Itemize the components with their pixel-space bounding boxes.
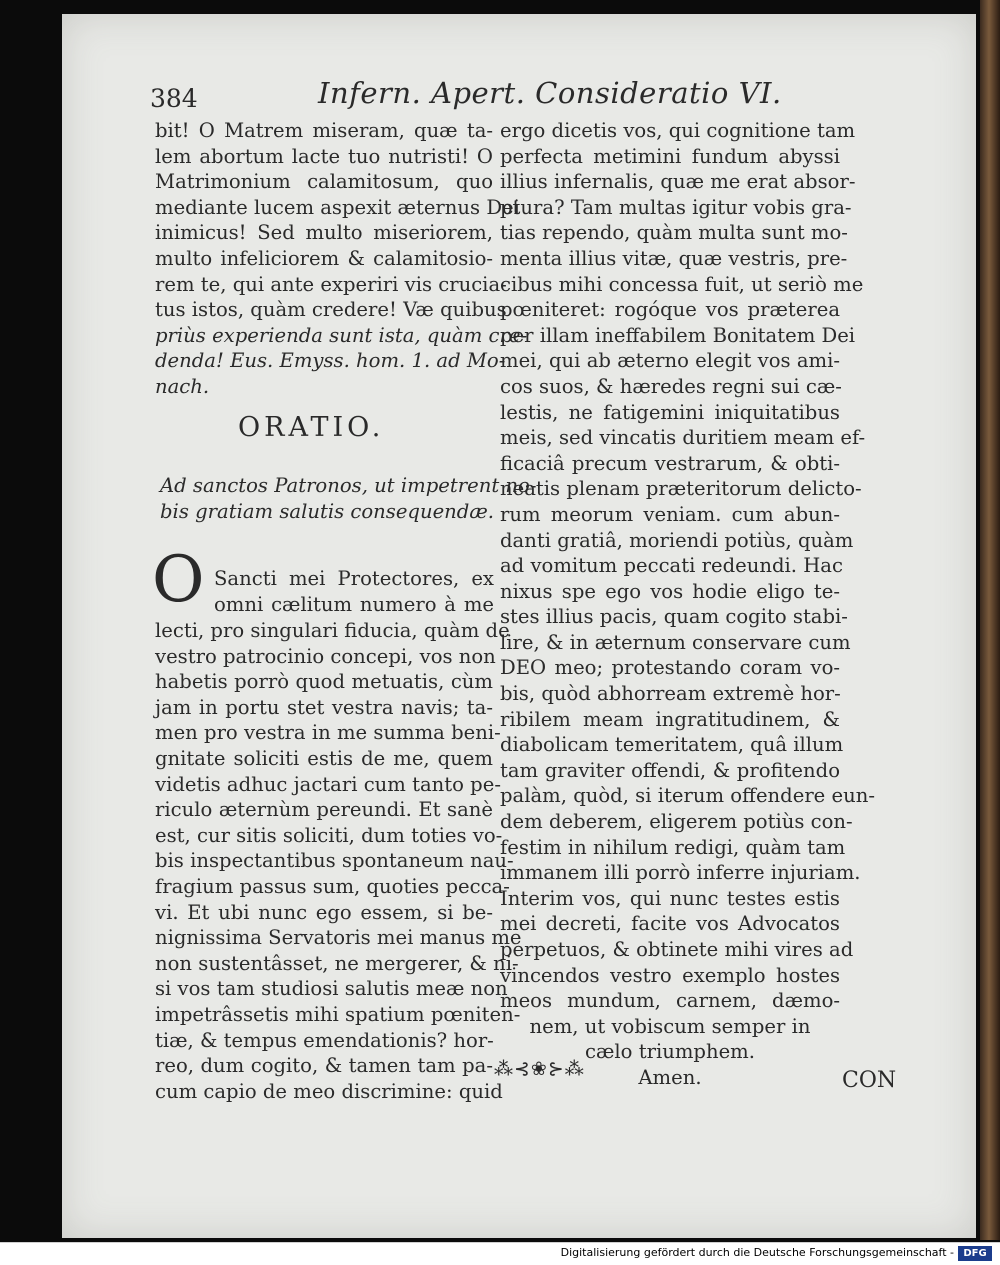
text-line: perfecta metimini fundum abyssi [500,144,840,168]
text-line: palàm, quòd, si iterum offendere eun- [500,784,875,808]
text-line: Amen. [638,1065,702,1089]
text-line: cælo triumphem. [585,1040,755,1064]
left-column-top [155,118,528,400]
tailpiece-ornament: ⁂⊰❀⊱⁂ [494,1058,585,1080]
text-line: riculo æternùm pereundi. Et sanè [155,798,493,822]
text-line: vincendos vestro exemplo hostes [500,963,840,987]
text-line: bis inspectantibus spontaneum nau- [155,849,514,873]
text-line: priùs experienda sunt ista, quàm cre- [155,323,528,347]
text-line: vestro patrocinio concepi, vos non [155,644,496,668]
text-line: nach. [155,374,210,398]
text-line: ergo dicetis vos, qui cognitione tam [500,119,856,142]
text-line: pœniteret: rogóque vos præterea [500,298,840,322]
text-line: nixus spe ego vos hodie eligo te- [500,579,840,603]
text-line: habetis porrò quod metuatis, cùm [155,670,493,694]
running-head: Infern. Apert. Consideratio VI. [318,76,782,110]
text-line: videtis adhuc jactari cum tanto pe- [155,772,501,796]
text-line: tias rependo, quàm multa sunt mo- [500,221,848,245]
text-line: nem, ut vobiscum semper in [529,1014,811,1038]
text-line: omni cælitum numero à me [214,592,494,616]
text-line: tus istos, quàm credere! Væ quibus [155,298,507,322]
text-line: lecti, pro singulari fiducia, quàm de [155,619,510,642]
text-line: immanem illi porrò inferre injuriam. [500,861,861,885]
text-line: menta illius vitæ, quæ vestris, pre- [500,246,848,270]
text-line: neatis plenam præteritorum delicto- [500,477,862,501]
text-line: multo infeliciorem & calamitosio- [155,246,493,270]
text-line: dem deberem, eligerem potiùs con- [500,810,853,834]
text-line: denda! Eus. Emyss. hom. 1. ad Mo- [155,349,506,373]
text-line: meos mundum, carnem, dæmo- [500,989,840,1013]
text-line: rum meorum veniam. cum abun- [500,502,840,526]
text-line: vi. Et ubi nunc ego essem, si be- [155,900,493,924]
book-spine [980,0,1000,1240]
text-line: mei, qui ab æterno elegit vos ami- [500,349,840,373]
text-line: si vos tam studiosi salutis meæ non [155,977,508,1001]
text-line: danti gratiâ, moriendi potiùs, quàm [500,528,854,552]
text-line: bis, quòd abhorream extremè hor- [500,682,841,706]
right-column [500,118,875,1091]
left-body [155,618,522,1104]
text-line: lem abortum lacte tuo nutristi! O [155,144,493,168]
text-line: cibus mihi concessa fuit, ut seriò me [500,272,864,296]
text-line: per illam ineffabilem Bonitatem Dei [500,323,856,347]
text-line: tiæ, & tempus emendationis? hor- [155,1028,494,1052]
page-number: 384 [150,84,198,113]
text-line: DEO meo; protestando coram vo- [500,656,840,680]
text-line: ptura? Tam multas igitur vobis gra- [500,195,852,219]
text-line: Interim vos, qui nunc testes estis [500,886,840,910]
text-line: inimicus! Sed multo miseriorem, [155,221,493,245]
text-line: non sustentâsset, ne mergerer, & ni- [155,951,519,975]
dfg-logo: DFG [958,1246,992,1261]
left-body-indented [214,566,494,617]
catchword: CON [842,1068,897,1093]
text-line: lestis, ne fatigemini iniquitatibus [500,400,840,424]
text-line: fragium passus sum, quoties pecca- [155,874,510,898]
text-line: tam graviter offendi, & profitendo [500,758,840,782]
text-line: reo, dum cogito, & tamen tam pa- [155,1054,493,1078]
text-line: impetrâssetis mihi spatium pœniten- [155,1002,521,1026]
text-line: ficaciâ precum vestrarum, & obti- [500,451,840,475]
oratio-heading: ORATIO. [238,412,385,443]
text-line: stes illius pacis, quam cogito stabi- [500,605,848,629]
text-line: mediante lucem aspexit æternus Dei [155,195,520,219]
text-line: lire, & in æternum conservare cum [500,630,851,654]
oratio-subtitle [160,473,537,524]
funding-credit: Digitalisierung gefördert durch die Deutsche Forschungsgemeinschaft - [560,1246,954,1259]
text-line: nignissima Servatoris mei manus me [155,926,522,950]
drop-cap: O [152,543,205,617]
text-line: cos suos, & hæredes regni sui cæ- [500,374,842,398]
text-line: men pro vestra in me summa beni- [155,721,501,745]
text-line: bit! O Matrem miseram, quæ ta- [155,119,493,142]
text-line: ad vomitum peccati redeundi. Hac [500,554,843,578]
text-line: gnitate soliciti estis de me, quem [155,746,493,770]
subtitle-line: Ad sanctos Patronos, ut impetrent no- [160,474,537,497]
text-line: festim in nihilum redigi, quàm tam [500,835,846,859]
footer-bar [0,1242,1000,1265]
text-line: Sancti mei Protectores, ex [214,567,494,590]
text-line: cum capio de meo discrimine: quid [155,1079,503,1103]
text-line: rem te, qui ante experiri vis crucia- [155,272,507,296]
text-line: ribilem meam ingratitudinem, & [500,707,840,731]
text-line: diabolicam temeritatem, quâ illum [500,733,844,757]
text-line: perpetuos, & obtinete mihi vires ad [500,938,854,961]
text-line: illius infernalis, quæ me erat absor- [500,170,856,194]
text-line: est, cur sitis soliciti, dum toties vo- [155,823,503,847]
text-line: Matrimonium calamitosum, quo [155,170,493,194]
subtitle-line: bis gratiam salutis consequendæ. [160,499,494,523]
text-line: jam in portu stet vestra navis; ta- [155,695,493,719]
text-line: meis, sed vincatis duritiem meam ef- [500,426,866,450]
text-line: mei decreti, facite vos Advocatos [500,912,840,936]
